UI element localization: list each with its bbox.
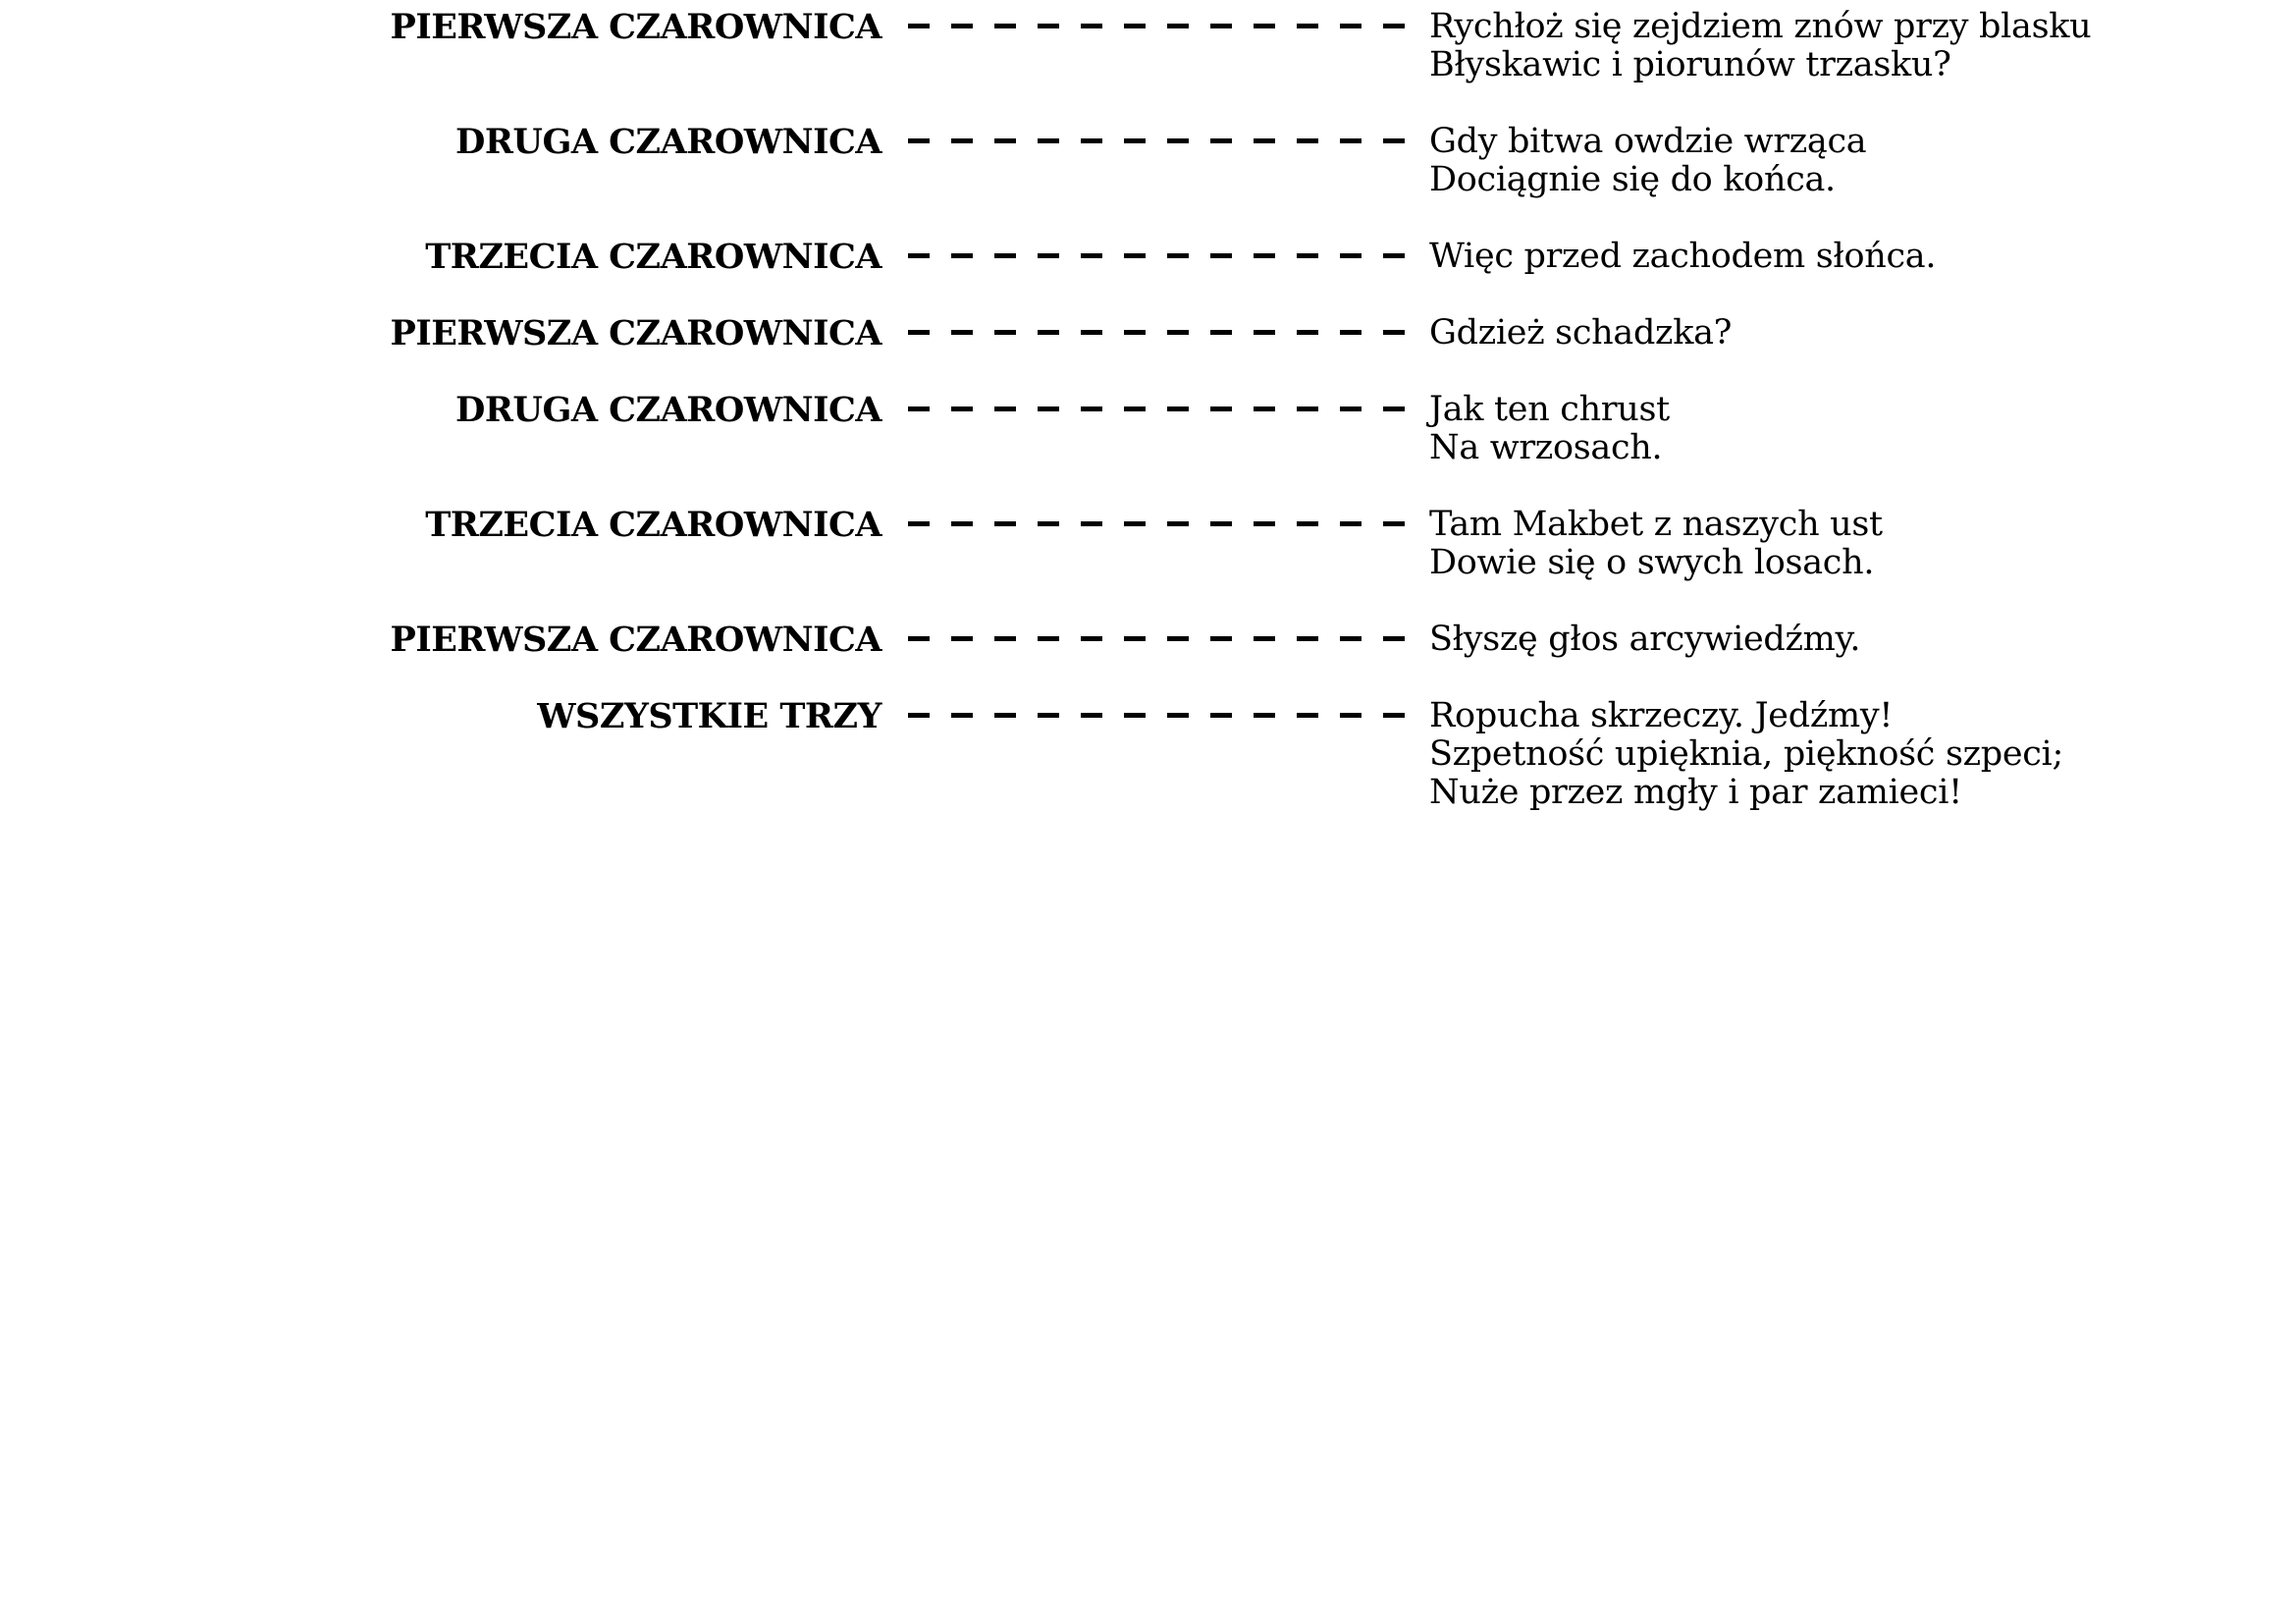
spoken-line: Tam Makbet z naszych ust [1429,505,1883,544]
spoken-line: Dowie się o swych losach. [1429,543,1875,582]
speaker-name: TRZECIA CZAROWNICA [425,237,881,277]
spoken-lines [1429,8,2091,84]
spoken-line: Błyskawic i piorunów trzasku? [1429,45,1951,84]
dialogue-row [0,621,2296,659]
spoken-line: Rychłoż się zejdziem znów przy blasku [1429,7,2092,46]
spoken-line: Gdy bitwa owdzie wrząca [1429,122,1867,161]
spoken-lines [1429,314,1732,352]
dialogue-row [0,391,2296,467]
spoken-lines [1429,506,1883,582]
spoken-lines [1429,123,1866,199]
dialogue-row [0,8,2296,84]
dialogue-row [0,697,2296,812]
spoken-line: Na wrzosach. [1429,428,1663,467]
dialogue-row [0,314,2296,352]
spoken-line: Słyszę głos arcywiedźmy. [1429,620,1861,659]
spoken-lines [1429,697,2063,812]
speaker-name: DRUGA CZAROWNICA [454,390,881,430]
spoken-line: Jak ten chrust [1429,390,1670,429]
speaker-name: PIERWSZA CZAROWNICA [390,620,881,660]
spoken-line: Więc przed zachodem słońca. [1429,237,1937,276]
dash-leader [908,123,1405,161]
spoken-line: Szpetność upiękniа, piękność szpeci; [1429,734,2063,774]
dialogue-row [0,506,2296,582]
dialogue-row [0,123,2296,199]
dash-leader [908,621,1405,659]
speaker-name: TRZECIA CZAROWNICA [425,505,881,545]
dash-leader [908,314,1405,352]
spoken-line: Gdzież schadzka? [1429,313,1733,352]
speaker-name: WSZYSTKIE TRZY [537,696,881,736]
dash-leader [908,8,1405,46]
spoken-lines [1429,238,1936,276]
dialogue-list [0,8,2296,850]
spoken-line: Nuże przez mgły i par zamieci! [1429,773,1962,812]
dash-leader [908,506,1405,544]
spoken-line: Dociągnie się do końca. [1429,160,1836,199]
spoken-line: Ropucha skrzeczy. Jedźmy! [1429,696,1894,735]
spoken-lines [1429,391,1670,467]
speaker-name: PIERWSZA CZAROWNICA [390,7,881,47]
speaker-name: DRUGA CZAROWNICA [454,122,881,162]
dialogue-row [0,238,2296,276]
dash-leader [908,391,1405,429]
dash-leader [908,238,1405,276]
dash-leader [908,697,1405,735]
speaker-name: PIERWSZA CZAROWNICA [390,313,881,353]
spoken-lines [1429,621,1860,659]
